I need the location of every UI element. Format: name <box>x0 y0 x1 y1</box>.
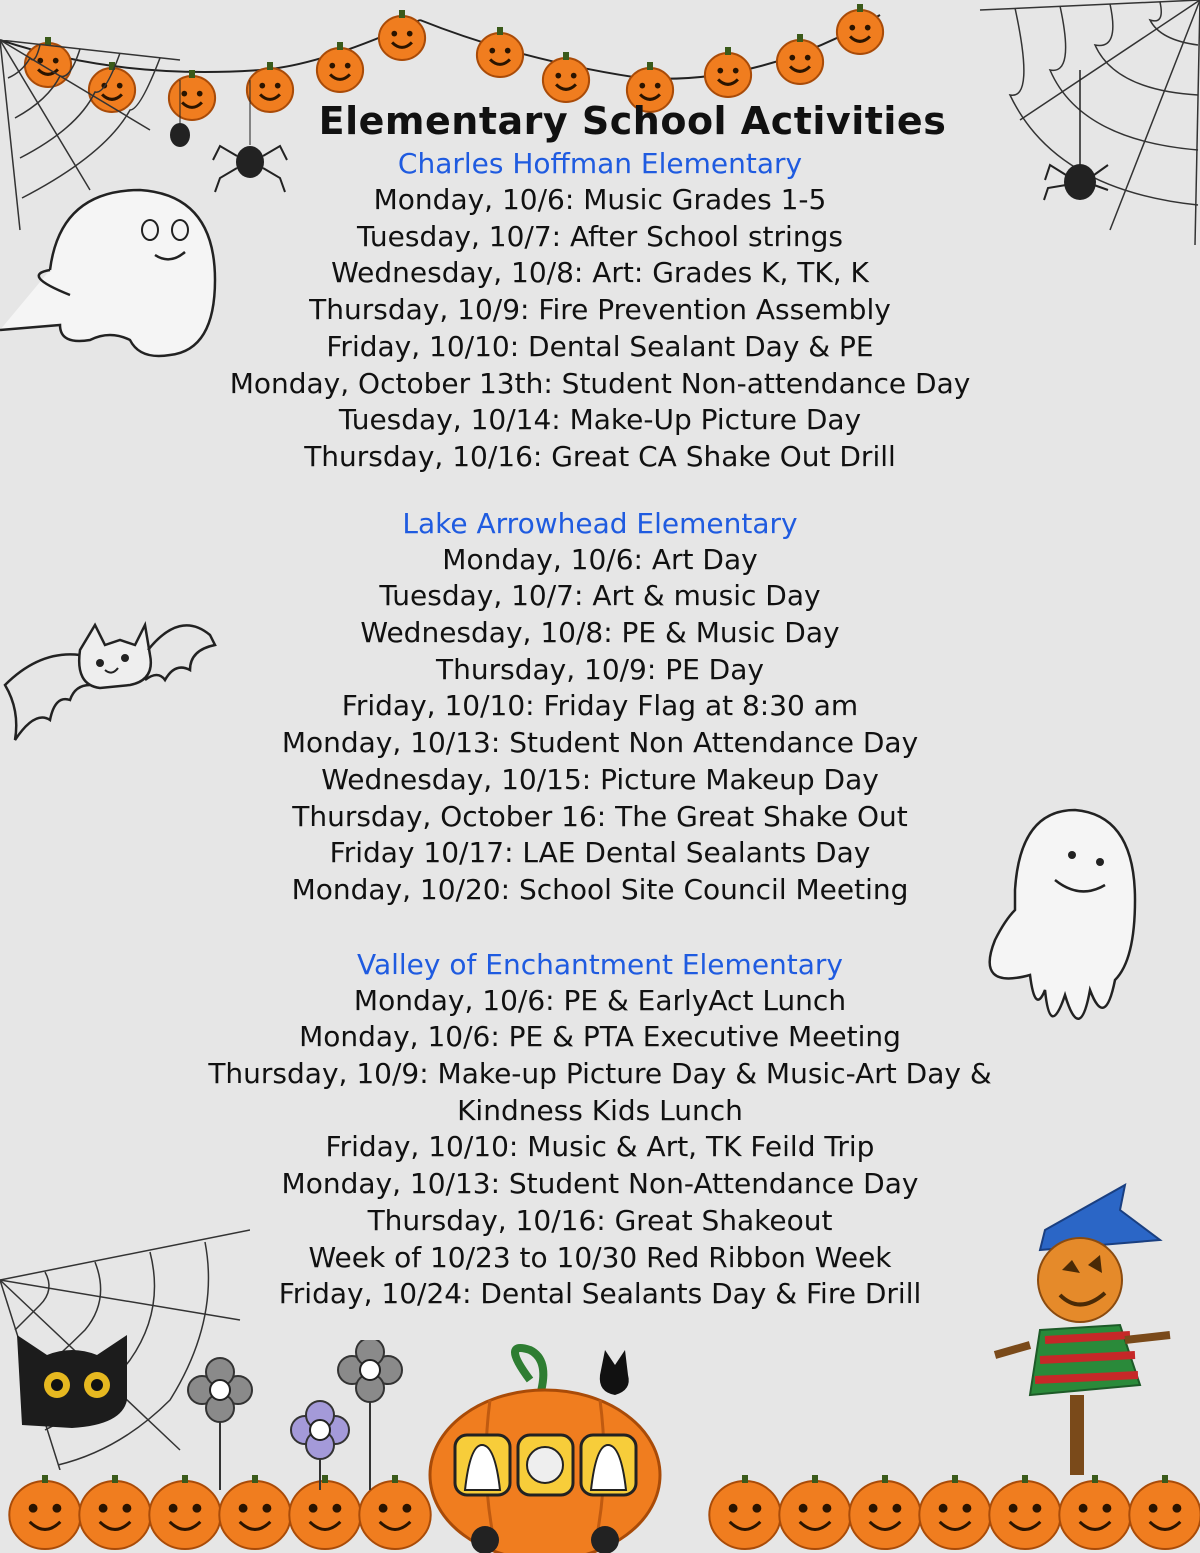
list-item: Monday, 10/6: Art Day <box>442 542 758 576</box>
school-name: Charles Hoffman Elementary <box>397 147 803 180</box>
list-item: Friday, 10/24: Dental Sealants Day & Fire Drill <box>278 1277 922 1311</box>
list-item: Thursday, 10/9: Make-up Picture Day & Music-Art Day & Kindness Kids Lunch <box>208 1057 992 1127</box>
school-section <box>0 506 1200 909</box>
list-item: Friday, 10/10: Friday Flag at 8:30 am <box>341 689 859 723</box>
list-item: Friday, 10/10: Dental Sealant Day & PE <box>326 329 874 363</box>
list-item: Friday, 10/10: Music & Art, TK Feild Trip <box>325 1130 875 1164</box>
event-list <box>0 983 1200 1313</box>
list-item: Monday, 10/20: School Site Council Meeting <box>291 872 909 906</box>
list-item: Thursday, 10/16: Great Shakeout <box>367 1203 833 1237</box>
flyer-content <box>0 96 1200 1313</box>
flower-icon <box>180 1340 440 1500</box>
list-item: Wednesday, 10/15: Picture Makeup Day <box>321 762 879 796</box>
list-item: Wednesday, 10/8: PE & Music Day <box>360 616 840 650</box>
list-item: Thursday, 10/9: Fire Prevention Assembly <box>309 293 891 327</box>
list-item: Wednesday, 10/8: Art: Grades K, TK, K <box>331 256 869 290</box>
list-item: Week of 10/23 to 10/30 Red Ribbon Week <box>308 1240 892 1274</box>
list-item: Monday, 10/6: PE & PTA Executive Meeting <box>299 1020 901 1054</box>
list-item: Monday, 10/6: PE & EarlyAct Lunch <box>353 983 847 1017</box>
page-title: Elementary School Activities <box>318 99 947 143</box>
list-item: Monday, October 13th: Student Non-attendance Day <box>229 366 971 400</box>
list-item: Tuesday, 10/7: Art & music Day <box>379 579 821 613</box>
list-item: Thursday, 10/16: Great CA Shake Out Drill <box>304 439 896 473</box>
school-section <box>0 146 1200 476</box>
school-name: Valley of Enchantment Elementary <box>356 947 844 981</box>
black-cat-icon <box>12 1320 137 1430</box>
list-item: Monday, 10/6: Music Grades 1-5 <box>373 183 827 216</box>
list-item: Tuesday, 10/14: Make-Up Picture Day <box>338 403 862 437</box>
event-list <box>0 182 1200 476</box>
school-section <box>0 947 1200 1313</box>
list-item: Monday, 10/13: Student Non-Attendance Day <box>281 1167 919 1201</box>
list-item: Thursday, October 16: The Great Shake Out <box>292 799 908 833</box>
list-item: Tuesday, 10/7: After School strings <box>357 219 843 253</box>
event-list <box>0 542 1200 909</box>
pumpkin-bus-icon <box>420 1340 680 1553</box>
list-item: Friday 10/17: LAE Dental Sealants Day <box>329 836 871 870</box>
list-item: Monday, 10/13: Student Non Attendance Day <box>281 726 919 760</box>
school-name: Lake Arrowhead Elementary <box>402 506 798 540</box>
list-item: Thursday, 10/9: PE Day <box>436 652 764 686</box>
